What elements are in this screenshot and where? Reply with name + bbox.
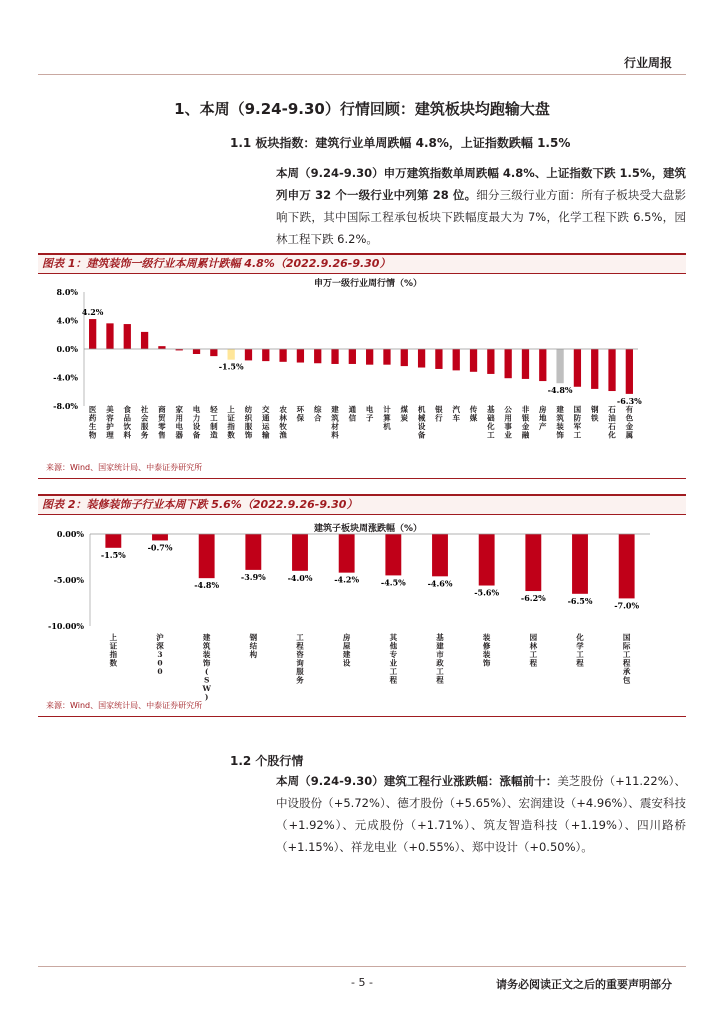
chart1-category-label: 轻工制造 <box>210 405 218 440</box>
chart1-data-label: -1.5% <box>218 361 244 372</box>
subsection-title-1: 1.1 板块指数：建筑行业单周跌幅 4.8%，上证指数跌幅 1.5% <box>230 136 571 150</box>
chart2-category-label: 房屋建设 <box>342 633 351 668</box>
chart1-bar <box>401 349 408 366</box>
chart2-data-label: -4.0% <box>287 572 313 583</box>
figure2-title: 图表 2：装修装饰子行业本周下跌 5.6%（2022.9.26-9.30） <box>42 498 358 511</box>
figure1-source: 来源：Wind、国家统计局、中泰证券研究所 <box>46 463 203 472</box>
figure1-bottom-rule <box>38 478 686 479</box>
chart1-data-label: 4.2% <box>81 307 104 318</box>
chart1-data-label: -4.8% <box>547 385 573 396</box>
chart1-bar <box>210 349 217 356</box>
figure1-title: 图表 1：建筑装饰一级行业本周累计跌幅 4.8%（2022.9.26-9.30） <box>42 257 391 270</box>
chart1-bar <box>522 349 529 379</box>
chart2-data-label: -7.0% <box>614 600 640 611</box>
chart1-bar <box>574 349 581 387</box>
chart2-category-label: 其他专业工程 <box>389 633 398 685</box>
chart1-bar <box>608 349 615 391</box>
chart1-category-label: 农林牧渔 <box>279 405 287 440</box>
chart1-category-label: 建筑装饰 <box>556 405 564 440</box>
chart1-category-label: 国防军工 <box>573 405 582 440</box>
chart2-bar <box>152 534 168 540</box>
header-divider <box>38 74 686 75</box>
chart1-category-label: 基础化工 <box>487 405 495 440</box>
chart2-bar <box>199 534 215 578</box>
chart1-bar <box>418 349 425 368</box>
chart1-category-label: 传媒 <box>469 405 478 423</box>
chart1-category-label: 银行 <box>435 405 443 423</box>
chart2-data-label: -6.2% <box>520 593 546 604</box>
chart1-category-label: 综合 <box>313 405 322 423</box>
chart1-bar <box>556 349 563 383</box>
chart1-bar <box>193 349 200 354</box>
chart2-bar <box>292 534 308 571</box>
chart1-bar <box>314 349 321 363</box>
figure2-source: 来源：Wind、国家统计局、中泰证券研究所 <box>46 701 203 710</box>
chart2-ytick-label: -5.00% <box>53 575 84 585</box>
chart1-category-label: 石油石化 <box>608 405 616 440</box>
chart1-category-label: 食品饮料 <box>123 405 132 440</box>
chart2-data-label: -4.8% <box>194 580 220 591</box>
chart1-bar <box>591 349 598 389</box>
chart1-svg <box>38 286 686 446</box>
chart2-category-label: 园林工程 <box>529 633 538 668</box>
chart2-bar <box>339 534 355 573</box>
chart1-ytick-label: -8.0% <box>53 401 78 411</box>
chart1-bar <box>505 349 512 378</box>
chart1-ytick-label: 4.0% <box>56 315 78 326</box>
chart1-category-label: 上证指数 <box>227 405 235 440</box>
chart1-category-label: 公用事业 <box>504 405 512 440</box>
chart1-bar <box>435 349 442 369</box>
chart1-bar <box>158 346 165 349</box>
chart1-category-label: 美容护理 <box>106 405 114 440</box>
chart1-bar <box>124 324 131 349</box>
chart1-category-label: 交通运输 <box>262 405 270 440</box>
chart2-bar <box>525 534 541 591</box>
chart1-category-label: 环保 <box>296 405 305 423</box>
subsection-title-2: 1.2 个股行情 <box>230 754 304 768</box>
stock-paragraph <box>276 770 686 858</box>
chart1-bar <box>141 332 148 349</box>
chart2-title: 建筑子板块周涨跌幅（%） <box>313 524 423 534</box>
section-title: 1、本周（9.24-9.30）行情回顾：建筑板块均跑输大盘 <box>174 100 550 118</box>
chart1-bar <box>106 323 113 349</box>
summary-paragraph <box>276 162 686 250</box>
chart2-category-label: 沪深 3 0 0 <box>156 633 164 676</box>
page-number: - 5 - <box>351 976 373 989</box>
chart1-bar <box>366 349 373 365</box>
chart2-category-label: 建筑装饰( S W ) <box>202 633 211 702</box>
chart1-bar <box>279 349 286 362</box>
figure2-bottom-rule <box>38 716 686 717</box>
stock-bold: 本周（9.24-9.30）建筑工程行业涨跌幅：涨幅前十： <box>276 774 558 788</box>
chart1-bar <box>626 349 633 394</box>
chart1-ytick-label: -4.0% <box>53 372 78 383</box>
chart1-category-label: 通信 <box>348 405 357 423</box>
report-type-label: 行业周报 <box>623 56 672 70</box>
chart1-category-label: 建筑材料 <box>331 405 339 440</box>
chart1-category-label: 家用电器 <box>175 405 183 440</box>
chart2-category-label: 工程咨询服务 <box>296 633 304 685</box>
chart1-category-label: 社会服务 <box>140 405 149 440</box>
chart2-bar <box>479 534 495 586</box>
chart2-ytick-label: 0.00% <box>56 529 84 539</box>
chart1-category-label: 房地产 <box>539 405 547 431</box>
chart1-title: 申万一级行业周行情（%） <box>313 279 423 289</box>
chart1-bar <box>245 349 252 360</box>
chart1-category-label: 非银金融 <box>521 405 530 440</box>
chart1-category-label: 钢铁 <box>590 405 599 423</box>
chart2-category-label: 基建市政工程 <box>436 633 444 685</box>
chart2-ytick-label: -10.00% <box>48 621 84 631</box>
chart1-bar <box>297 349 304 363</box>
chart1-bar <box>453 349 460 370</box>
chart1-bar <box>89 319 96 349</box>
chart1-category-label: 电力设备 <box>192 405 201 440</box>
chart1-category-label: 医药生物 <box>88 405 97 440</box>
disclaimer-note: 请务必阅读正文之后的重要声明部分 <box>496 978 672 991</box>
chart1-ytick-label: 0.0% <box>56 344 78 354</box>
footer-divider <box>38 966 686 967</box>
chart2-category-label: 上证指数 <box>109 633 118 668</box>
chart2-data-label: -0.7% <box>147 542 173 553</box>
chart2-data-label: -4.6% <box>427 578 453 589</box>
chart1-category-label: 计算机 <box>383 405 391 431</box>
chart2-category-label: 装修装饰 <box>482 633 491 668</box>
chart1-bar <box>331 349 338 364</box>
chart2-bar <box>105 534 121 548</box>
chart2-data-label: -1.5% <box>100 549 126 560</box>
chart2-bar <box>572 534 588 594</box>
chart2-svg <box>38 528 686 702</box>
chart2-bar <box>432 534 448 576</box>
chart1-category-label: 纺织服饰 <box>244 405 253 440</box>
chart1-bar <box>470 349 477 372</box>
chart2-bar <box>245 534 261 570</box>
chart1-bar <box>262 349 269 361</box>
chart1-category-label: 商贸零售 <box>158 405 166 440</box>
chart1-data-label: -6.3% <box>616 395 642 406</box>
chart2-data-label: -5.6% <box>474 587 500 598</box>
chart2-category-label: 国际工程承包 <box>622 633 631 685</box>
chart2-category-label: 化学工程 <box>576 633 584 668</box>
chart1-category-label: 有色金属 <box>625 405 634 440</box>
chart2-data-label: -4.5% <box>380 577 406 588</box>
chart2-data-label: -4.2% <box>334 574 360 585</box>
chart1-category-label: 汽车 <box>452 405 460 423</box>
chart2-bar <box>385 534 401 575</box>
chart1-category-label: 煤炭 <box>400 405 409 423</box>
chart1-bar <box>487 349 494 374</box>
summary-bold: 本周（9.24-9.30）申万建筑指数单周跌幅 4.8%、上证指数下跌 1.5%，建筑列申万 32 个一级行业中列第 28 位。 <box>276 166 686 202</box>
chart1-bar <box>539 349 546 381</box>
chart1-category-label: 机械设备 <box>417 405 426 440</box>
chart1-category-label: 电子 <box>365 405 374 423</box>
chart2-bar <box>619 534 635 598</box>
chart2-category-label: 钢结构 <box>249 633 258 659</box>
stock-rest: 美芝股份（+11.22%）、中设股份（+5.72%）、德才股份（+5.65%）、宏润建设（+4.96%）、震安科技（+1.92%）、元成股份（+1.71%）、筑友智造科技（+1.19%）、四川路桥（+1.15%）、祥龙电业（+0.55%）、郑中设计（+0.50%）。 <box>276 774 686 854</box>
chart2-data-label: -3.9% <box>240 571 266 582</box>
summary-rest: 细分三级行业方面：所有子板块受大盘影响下跌，其中国际工程承包板块下跌幅度最大为 7%，化学工程下跌 6.5%，园林工程下跌 6.2%。 <box>276 188 686 246</box>
chart1-bar <box>383 349 390 365</box>
chart1-bar <box>228 349 235 360</box>
chart1-ytick-label: 8.0% <box>56 287 78 297</box>
chart2-data-label: -6.5% <box>567 595 593 606</box>
chart1-bar <box>349 349 356 364</box>
